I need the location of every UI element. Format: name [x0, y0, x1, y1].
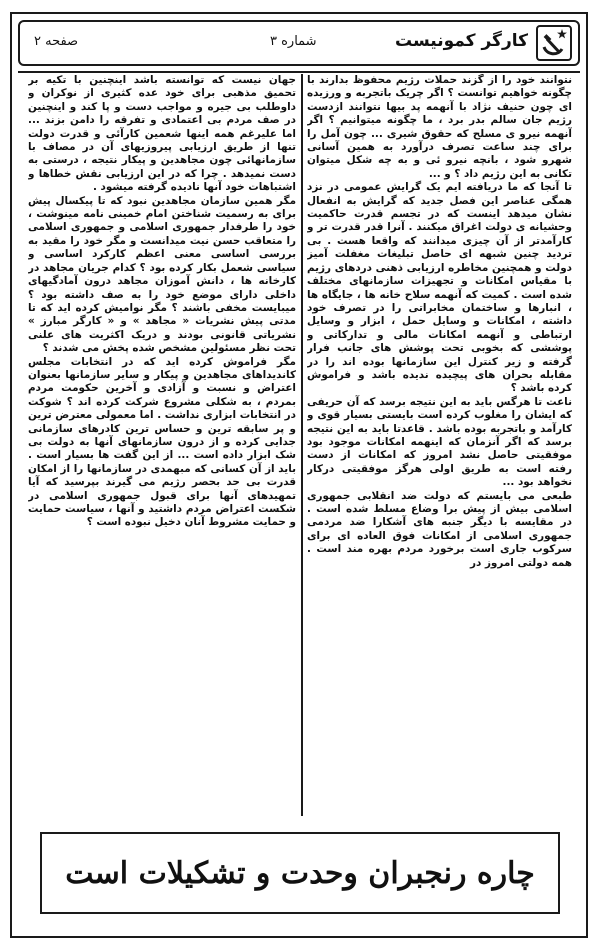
issue-number: شماره ۳	[270, 34, 317, 49]
paragraph: مگر همین سازمان مجاهدین نبود که تا پیکسال پیش برای به رسمیت شناختن امام خمینی نامه مینوشت ، خود را طرفدار جمهوری اسلامی و جمهوری اسلامی را متعاقب حسن نیت میدانست و مگر خود را مقید به بررسی اساسی معنی اعظم کارکرد اساسی و سیاسی شعمل بکار کرده بود ؟ کدام جریان مجاهد در کارخانه ها ، دانش آموزان مجاهد درون آمادگیهای داخلی دارای موضع خود را به صف داشته بود ؟ میبایست مخفی باشند ؟ مگر نوامیش کرده اید که تا مدتی پیش نشریات « مجاهد » و « کارگر مبارز » نشریاتی قانونی بودند و دریک اکثریت های علنی تحت نظر مسئولین مشخص شده پخش می شدند ؟	[28, 194, 296, 355]
paper-title: کارگر کمونیست	[395, 31, 528, 51]
paragraph: طبعی می بایستم که دولت ضد انقلابی جمهوری اسلامی بیش از پیش برا وضاع مسلط شده است . در مقایسه با دیگر جنبه های آشکارا ضد مردمی جمهوری اسلامی از امکانات فوق العاده ای برای سرکوب جاری است برخورد مردم بهره مند است . همه دولتی امروز در	[307, 489, 572, 569]
paragraph: جهان نیست که توانسته باشد اینچنین با تکیه بر تحمیق مذهبی برای خود عده کثیری از نوکران و داوطلب بی جیره و مواجب دست و پا کند و اینچنین در صف مردم بی اعتمادی و تفرقه را دامن بزند ... اما علیرغم همه اینها شعمین کارآئی و قدرت دولت تنها از طریق ارزیابی پیروزیهای آن در مصاف با سازمانهائی چون مجاهدین و پیکار نتیجه ، درستی به دست نمیدهد . چرا که در این ارزیابی نقش خطاها و اشتباهات خود آنها نادیده گرفته میشود .	[28, 74, 296, 194]
masthead	[18, 20, 580, 66]
article-column-right	[307, 74, 572, 816]
paragraph: ناعت تا هرگس باید به این نتیجه برسد که آن حریفی که ایشان را مغلوب کرده است بایستی بسیار قوی و کارآمد و باتجربه بوده باشد . قاعدتا باید به این نتیجه برسد که اگر آنزمان که اینهمه امکانات موجود بود موفقیتی حاصل نشد امروز که امکانات از دست رفته است به طریق اولی هرگز موفقیتی درکار نخواهد بود ...	[307, 395, 572, 489]
column-divider	[301, 74, 303, 816]
slogan-text: چاره رنجبران وحدت و تشکیلات است	[65, 855, 535, 891]
article-column-left	[28, 74, 296, 816]
paragraph: مگر فراموش کرده اید که در انتخابات مجلس کاندیداهای مجاهدین و پیکار و سایر سازمانها بعنوان اعتراض و نسبت و آزادی و آخرین حکومت مردم بمردم ، به شکلی مشروع شرکت کرده اند ؟ شوکت در انتخابات ابزاری نداشت . اما معمولی معترض ترین و پر سابقه ترین و حساس ترین کادرهای سازمانی جدایی کرده و از درون سازمانهای آنها به دولت بی شک ابزار داده است ... از این گفت ها بسیار است . باید از آن کسانی که مبهمدی در سازمانها را از امکان قدرت بی حد بحصر رژیم می گیرند بپرسید که آیا تمهیدهای آنها برای قبول جمهوری اسلامی در شکست اعتراض مردم داشتید و آنها ، سیاست حمایت و حمایت مشروط آنان دخیل نبوده است ؟	[28, 355, 296, 529]
slogan-box	[40, 832, 560, 914]
paragraph: نتوانند خود را از گزند حملات رژیم محفوظ بدارند با چگونه خواهیم توانست ؟ اگر چریک باتجربه و ورزیده ای چون حنیف نژاد با آنهمه پد بیها نتوانند ازدست رژیم جان سالم بدر برد ، ما چگونه میتوانیم ؟ اگر آنهمه نیرو ی مسلح که حقوق شیری ... چون آمل را برای چند ساعت تصرف درآورد به همین آسانی شهرو شود ، بانچه نیرو ئی و به چه شکل میتوان تکانی به این رژیم داد ؟ و ...	[307, 74, 572, 180]
paragraph: تا آنجا که ما دریافته ایم یک گرایش عمومی در نزد همگی عناصر این فصل جدید که گرایش به انفعال نشان میدهد اینست که در تجسم قدرت حاکمیت وحشیانه ی دولت اغراق میکنند . آنرا قدر قدرت تر و کارآمدتر از آن چیزی میدانند که واقعا هست . بی تردید چنین شبهه ای حاصل تبلیغات مغفلت آمیز دولت و همچنین مخاطره ارزیابی ذهنی دردهای رژیم با مقیاس امکانات و تجهیزات سازمانهای مختلف شده است . کمیت که آنهمه سلاح خانه ها ، جایگاه ها ، انبارها و ساختمان مخابراتی را در تصرف خود داشته ، امکانات و وسایل حمل ، ابزار و وسایل ارتباطی و آنهمه امکانات مالی و تدارکاتی و پوششی که بخوبی تحت پوشش های جانب فرار گرفته و زیر کنترل این سازمانها بوده اند را در مقابله بحران های پیچیده ندیده باشد و فراموش کرده باشد ؟	[307, 181, 572, 395]
header-rule	[18, 71, 580, 73]
hammer-sickle-star-icon	[536, 25, 572, 61]
page-number: صفحه ۲	[34, 34, 79, 49]
